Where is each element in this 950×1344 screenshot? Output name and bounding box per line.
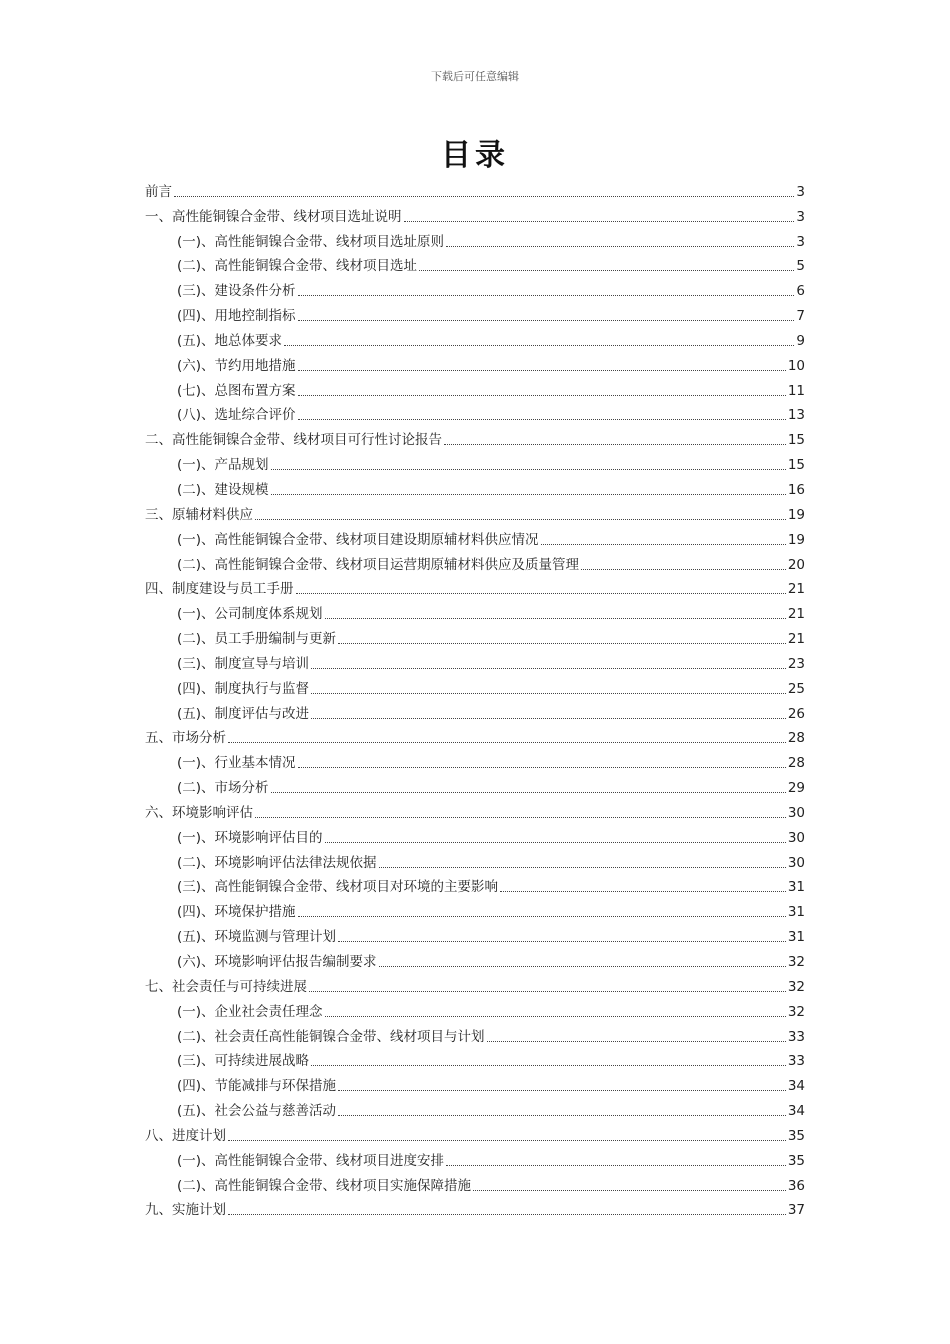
toc-section-entry[interactable] xyxy=(145,648,805,673)
toc-section-entry[interactable] xyxy=(145,946,805,971)
toc-dot-leader xyxy=(311,693,786,694)
toc-page-number: 5 xyxy=(796,258,805,275)
toc-entry-label: 九、实施计划 xyxy=(145,1202,226,1219)
toc-dot-leader xyxy=(404,221,795,222)
toc-entry-label: (五)、地总体要求 xyxy=(177,332,283,349)
toc-dot-leader xyxy=(298,370,786,371)
toc-chapter-entry[interactable] xyxy=(145,1120,805,1145)
toc-entry-label: (四)、制度执行与监督 xyxy=(177,680,310,697)
download-editable-note: 下载后可任意编辑 xyxy=(431,70,519,83)
toc-entry-label: 一、高性能铜镍合金带、线材项目选址说明 xyxy=(145,208,402,225)
toc-page-number: 33 xyxy=(787,1053,805,1070)
toc-section-entry[interactable] xyxy=(145,524,805,549)
toc-section-entry[interactable] xyxy=(145,1021,805,1046)
table-of-contents xyxy=(145,176,805,1219)
toc-page-number: 6 xyxy=(796,283,805,300)
toc-entry-label: (二)、社会责任高性能铜镍合金带、线材项目与计划 xyxy=(177,1028,485,1045)
toc-chapter-entry[interactable] xyxy=(145,1195,805,1220)
toc-dot-leader xyxy=(298,320,795,321)
toc-page-number: 35 xyxy=(787,1152,805,1169)
toc-entry-label: 八、进度计划 xyxy=(145,1127,226,1144)
toc-dot-leader xyxy=(298,767,786,768)
toc-entry-label: (三)、高性能铜镍合金带、线材项目对环境的主要影响 xyxy=(177,879,499,896)
toc-page-number: 21 xyxy=(787,606,805,623)
toc-chapter-entry[interactable] xyxy=(145,797,805,822)
toc-section-entry[interactable] xyxy=(145,251,805,276)
toc-entry-label: (三)、建设条件分析 xyxy=(177,283,296,300)
toc-entry-label: (二)、建设规模 xyxy=(177,481,269,498)
toc-dot-leader xyxy=(298,916,786,917)
toc-entry-label: (四)、节能减排与环保措施 xyxy=(177,1078,337,1095)
toc-page-number: 29 xyxy=(787,780,805,797)
toc-page-number: 16 xyxy=(787,481,805,498)
toc-page-number: 23 xyxy=(787,655,805,672)
toc-entry-label: (六)、节约用地措施 xyxy=(177,357,296,374)
toc-dot-leader xyxy=(296,593,786,594)
toc-dot-leader xyxy=(379,867,786,868)
toc-page-number: 30 xyxy=(787,854,805,871)
toc-page-number: 21 xyxy=(787,631,805,648)
toc-section-entry[interactable] xyxy=(145,822,805,847)
toc-dot-leader xyxy=(325,842,786,843)
toc-entry-label: (三)、可持续进展战略 xyxy=(177,1053,310,1070)
toc-entry-label: (三)、制度宣导与培训 xyxy=(177,655,310,672)
toc-dot-leader xyxy=(298,419,786,420)
toc-dot-leader xyxy=(444,444,786,445)
toc-dot-leader xyxy=(298,295,795,296)
toc-section-entry[interactable] xyxy=(145,847,805,872)
toc-entry-label: (八)、选址综合评价 xyxy=(177,407,296,424)
toc-page-number: 7 xyxy=(796,308,805,325)
toc-entry-label: (一)、行业基本情况 xyxy=(177,755,296,772)
toc-dot-leader xyxy=(338,1115,786,1116)
toc-dot-leader xyxy=(325,1016,786,1017)
toc-entry-label: (五)、制度评估与改进 xyxy=(177,705,310,722)
toc-dot-leader xyxy=(255,817,786,818)
toc-section-entry[interactable] xyxy=(145,449,805,474)
toc-dot-leader xyxy=(298,395,786,396)
toc-section-entry[interactable] xyxy=(145,549,805,574)
toc-dot-leader xyxy=(174,196,794,197)
toc-entry-label: (一)、产品规划 xyxy=(177,457,269,474)
toc-section-entry[interactable] xyxy=(145,747,805,772)
toc-page-number: 30 xyxy=(787,804,805,821)
toc-page-number: 19 xyxy=(787,506,805,523)
toc-section-entry[interactable] xyxy=(145,921,805,946)
toc-dot-leader xyxy=(228,1140,786,1141)
toc-section-entry[interactable] xyxy=(145,375,805,400)
toc-dot-leader xyxy=(228,742,786,743)
toc-dot-leader xyxy=(500,891,786,892)
toc-dot-leader xyxy=(311,718,786,719)
toc-page-number: 33 xyxy=(787,1028,805,1045)
toc-page-number: 25 xyxy=(787,680,805,697)
toc-section-entry[interactable] xyxy=(145,1070,805,1095)
toc-section-entry[interactable] xyxy=(145,872,805,897)
toc-entry-label: (二)、员工手册编制与更新 xyxy=(177,631,337,648)
toc-section-entry[interactable] xyxy=(145,673,805,698)
toc-entry-label: (四)、环境保护措施 xyxy=(177,904,296,921)
toc-section-entry[interactable] xyxy=(145,1145,805,1170)
toc-entry-label: (二)、市场分析 xyxy=(177,780,269,797)
toc-section-entry[interactable] xyxy=(145,1095,805,1120)
toc-dot-leader xyxy=(338,1090,786,1091)
toc-chapter-entry[interactable] xyxy=(145,176,805,201)
toc-section-entry[interactable] xyxy=(145,598,805,623)
toc-page-number: 10 xyxy=(787,357,805,374)
toc-section-entry[interactable] xyxy=(145,698,805,723)
toc-page-number: 3 xyxy=(796,208,805,225)
toc-entry-label: (二)、高性能铜镍合金带、线材项目实施保障措施 xyxy=(177,1177,472,1194)
toc-entry-label: (五)、社会公益与慈善活动 xyxy=(177,1103,337,1120)
toc-chapter-entry[interactable] xyxy=(145,723,805,748)
toc-dot-leader xyxy=(446,246,794,247)
toc-dot-leader xyxy=(284,345,794,346)
toc-page-number: 32 xyxy=(787,1003,805,1020)
toc-page-number: 3 xyxy=(796,183,805,200)
toc-dot-leader xyxy=(325,618,786,619)
toc-dot-leader xyxy=(271,469,786,470)
toc-entry-label: (七)、总图布置方案 xyxy=(177,382,296,399)
toc-dot-leader xyxy=(271,494,786,495)
toc-entry-label: (二)、高性能铜镍合金带、线材项目运营期原辅材料供应及质量管理 xyxy=(177,556,580,573)
toc-dot-leader xyxy=(487,1041,786,1042)
toc-entry-label: (一)、高性能铜镍合金带、线材项目进度安排 xyxy=(177,1152,445,1169)
toc-dot-leader xyxy=(338,941,786,942)
toc-entry-label: 前言 xyxy=(145,183,172,200)
toc-page-number: 36 xyxy=(787,1177,805,1194)
toc-section-entry[interactable] xyxy=(145,300,805,325)
toc-page-number: 30 xyxy=(787,829,805,846)
toc-entry-label: 五、市场分析 xyxy=(145,730,226,747)
toc-section-entry[interactable] xyxy=(145,226,805,251)
toc-title: 目录 xyxy=(441,138,509,173)
toc-entry-label: 三、原辅材料供应 xyxy=(145,506,253,523)
toc-dot-leader xyxy=(311,1065,786,1066)
toc-entry-label: (一)、公司制度体系规划 xyxy=(177,606,323,623)
toc-page-number: 34 xyxy=(787,1078,805,1095)
toc-section-entry[interactable] xyxy=(145,1170,805,1195)
toc-dot-leader xyxy=(581,569,786,570)
toc-entry-label: (一)、高性能铜镍合金带、线材项目选址原则 xyxy=(177,233,445,250)
toc-section-entry[interactable] xyxy=(145,474,805,499)
toc-dot-leader xyxy=(338,643,786,644)
toc-dot-leader xyxy=(473,1190,786,1191)
toc-entry-label: 二、高性能铜镍合金带、线材项目可行性讨论报告 xyxy=(145,432,442,449)
toc-dot-leader xyxy=(309,991,786,992)
toc-page-number: 28 xyxy=(787,730,805,747)
toc-dot-leader xyxy=(228,1214,786,1215)
toc-chapter-entry[interactable] xyxy=(145,574,805,599)
toc-entry-label: (四)、用地控制指标 xyxy=(177,308,296,325)
toc-page-number: 31 xyxy=(787,879,805,896)
toc-section-entry[interactable] xyxy=(145,325,805,350)
toc-chapter-entry[interactable] xyxy=(145,201,805,226)
toc-section-entry[interactable] xyxy=(145,996,805,1021)
toc-page-number: 32 xyxy=(787,978,805,995)
toc-section-entry[interactable] xyxy=(145,772,805,797)
toc-entry-label: (一)、高性能铜镍合金带、线材项目建设期原辅材料供应情况 xyxy=(177,531,539,548)
toc-entry-label: 四、制度建设与员工手册 xyxy=(145,581,294,598)
toc-page-number: 20 xyxy=(787,556,805,573)
toc-page-number: 31 xyxy=(787,904,805,921)
toc-section-entry[interactable] xyxy=(145,275,805,300)
toc-entry-label: (二)、环境影响评估法律法规依据 xyxy=(177,854,377,871)
toc-entry-label: 六、环境影响评估 xyxy=(145,804,253,821)
toc-section-entry[interactable] xyxy=(145,350,805,375)
toc-dot-leader xyxy=(271,792,786,793)
toc-page-number: 37 xyxy=(787,1202,805,1219)
toc-entry-label: (一)、环境影响评估目的 xyxy=(177,829,323,846)
toc-dot-leader xyxy=(419,270,794,271)
toc-entry-label: (五)、环境监测与管理计划 xyxy=(177,929,337,946)
toc-page-number: 13 xyxy=(787,407,805,424)
toc-dot-leader xyxy=(541,544,786,545)
toc-entry-label: 七、社会责任与可持续进展 xyxy=(145,978,307,995)
toc-page-number: 9 xyxy=(796,332,805,349)
toc-chapter-entry[interactable] xyxy=(145,971,805,996)
toc-page-number: 19 xyxy=(787,531,805,548)
toc-page-number: 26 xyxy=(787,705,805,722)
toc-page-number: 31 xyxy=(787,929,805,946)
toc-page-number: 32 xyxy=(787,954,805,970)
toc-page-number: 34 xyxy=(787,1103,805,1120)
toc-entry-label: (一)、企业社会责任理念 xyxy=(177,1003,323,1020)
toc-page-number: 15 xyxy=(787,457,805,474)
toc-page-number: 35 xyxy=(787,1127,805,1144)
toc-dot-leader xyxy=(446,1165,786,1166)
toc-page-number: 3 xyxy=(796,233,805,250)
toc-page-number: 21 xyxy=(787,581,805,598)
toc-chapter-entry[interactable] xyxy=(145,424,805,449)
toc-entry-label: (二)、高性能铜镍合金带、线材项目选址 xyxy=(177,258,418,275)
toc-page-number: 11 xyxy=(787,382,805,399)
toc-entry-label: (六)、环境影响评估报告编制要求 xyxy=(177,954,377,970)
toc-dot-leader xyxy=(255,519,786,520)
toc-chapter-entry[interactable] xyxy=(145,499,805,524)
toc-dot-leader xyxy=(311,668,786,669)
toc-dot-leader xyxy=(379,966,786,967)
toc-section-entry[interactable] xyxy=(145,1046,805,1071)
toc-section-entry[interactable] xyxy=(145,896,805,921)
toc-page-number: 28 xyxy=(787,755,805,772)
toc-section-entry[interactable] xyxy=(145,400,805,425)
toc-section-entry[interactable] xyxy=(145,623,805,648)
toc-page-number: 15 xyxy=(787,432,805,449)
